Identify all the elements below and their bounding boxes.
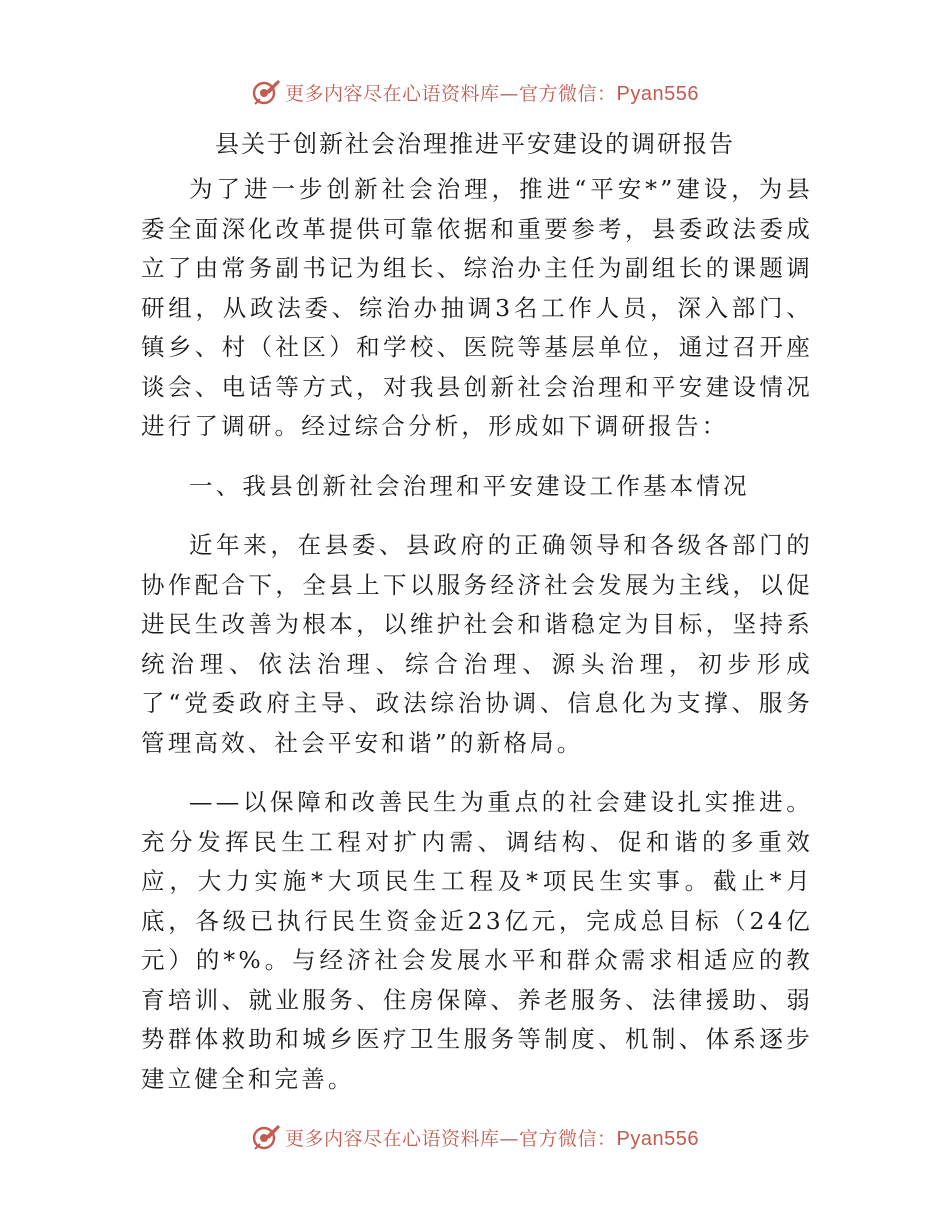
paragraph-overview: 近年来，在县委、县政府的正确领导和各级各部门的协作配合下，全县上下以服务经济社会发展为主线，以促进民生改善为根本，以维护社会和谐稳定为目标，坚持系统治理、依法治理、综合治理、源头治理，初步形成了“党委政府主导、政法综治协调、信息化为支撑、服务管理高效、社会平安和谐”的新格局。: [141, 531, 813, 757]
document-body: [141, 170, 813, 1119]
pen-logo-icon: [251, 77, 281, 107]
banner-contact-id: Pyan556: [616, 1127, 699, 1150]
banner-slogan: 更多内容尽在心语资料库: [285, 82, 500, 105]
banner-contact-label: 官方微信：: [519, 1127, 617, 1150]
banner-separator: —: [499, 82, 520, 105]
paragraph-intro: 为了进一步创新社会治理，推进“平安*”建设，为县委全面深化改革提供可靠依据和重要参考，县委政法委成立了由常务副书记为组长、综治办主任为副组长的课题调研组，从政法委、综治办抽调3名工作人员，深入部门、镇乡、村（社区）和学校、医院等基层单位，通过召开座谈会、电话等方式，对我县创新社会治理和平安建设情况进行了调研。经过综合分析，形成如下调研报告：: [141, 175, 813, 440]
banner-contact-id: Pyan556: [616, 82, 699, 105]
banner-contact-label: 官方微信：: [519, 82, 617, 105]
pen-logo-icon: [251, 1122, 281, 1152]
document-title: 县关于创新社会治理推进平安建设的调研报告: [215, 130, 735, 158]
header-watermark-banner: [0, 72, 950, 112]
paragraph-livelihood: ——以保障和改善民生为重点的社会建设扎实推进。充分发挥民生工程对扩内需、调结构、促和谐的多重效应，大力实施*大项民生工程及*项民生实事。截止*月底，各级已执行民生资金近23亿元，完成总目标（24亿元）的*%。与经济社会发展水平和群众需求相适应的教育培训、就业服务、住房保障、养老服务、法律援助、弱势群体救助和城乡医疗卫生服务等制度、机制、体系逐步建立健全和完善。: [141, 788, 813, 1093]
section-heading-1: 一、我县创新社会治理和平安建设工作基本情况: [189, 471, 750, 500]
footer-watermark-banner: [0, 1117, 950, 1157]
banner-separator: —: [499, 1127, 520, 1150]
banner-slogan: 更多内容尽在心语资料库: [285, 1127, 500, 1150]
